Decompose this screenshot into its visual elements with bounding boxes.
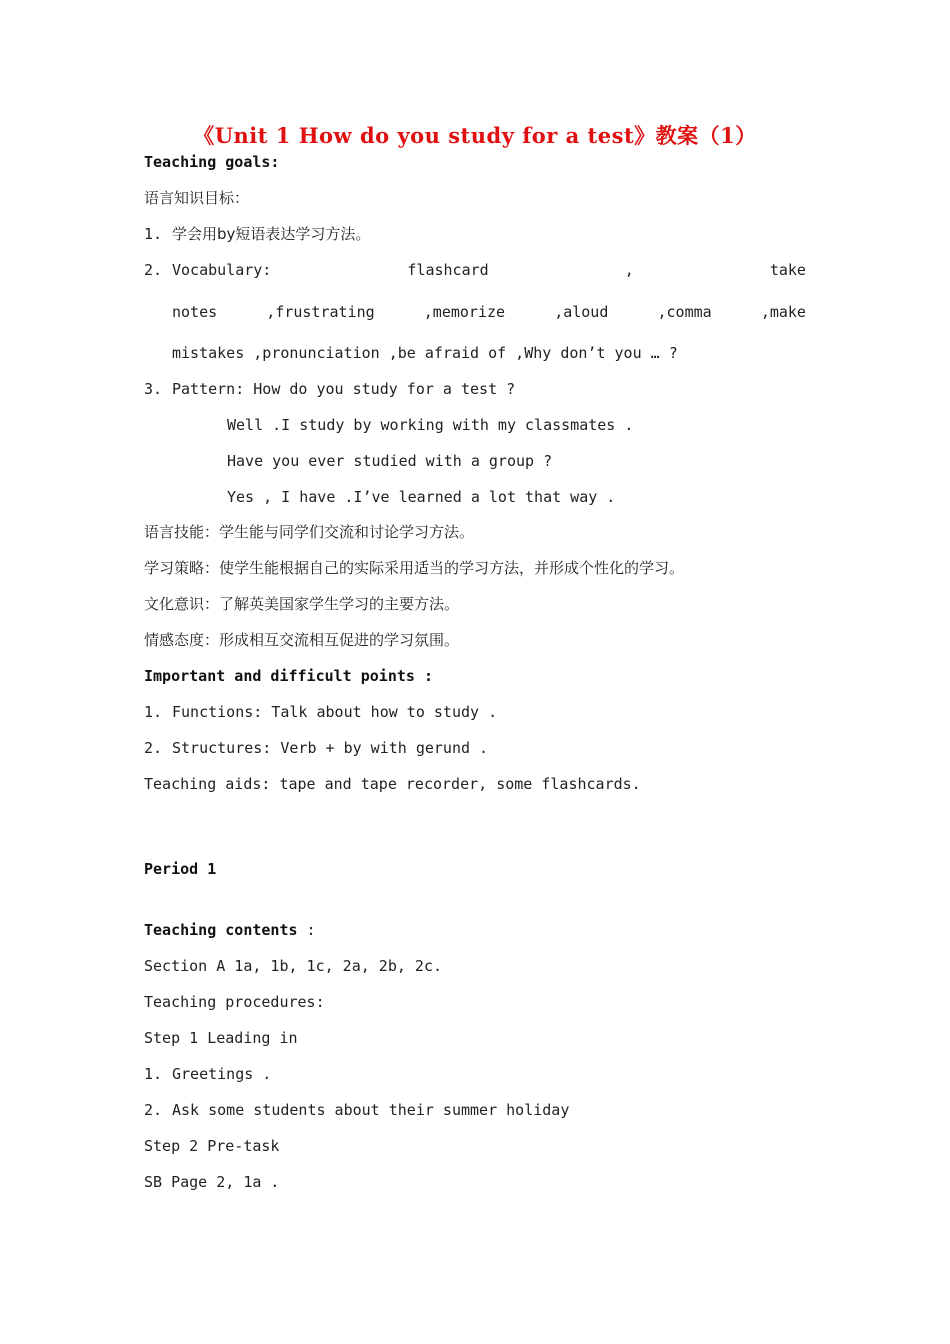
vocab-word: ,aloud <box>554 303 609 321</box>
step-1-item-1-text: Greetings . <box>172 1065 272 1083</box>
language-knowledge-heading: 语言知识目标： <box>144 189 250 207</box>
goal-1-number: 1. <box>144 225 163 243</box>
vocabulary-row-3: mistakes ,pronunciation ,be afraid of ,Why don’t you … ? <box>172 344 678 362</box>
step-1-heading: Step 1 Leading in <box>144 1029 298 1047</box>
vocab-word: , <box>624 261 634 279</box>
language-skills: 语言技能：学生能与同学们交流和讨论学习方法。 <box>144 523 475 541</box>
step-1-item-1 <box>144 1064 271 1084</box>
period-heading: Period 1 <box>144 860 217 878</box>
pattern-line: Yes , I have .I’ve learned a lot that way . <box>227 488 616 506</box>
goal-1 <box>144 224 370 244</box>
point-1-text: Functions: Talk about how to study . <box>172 703 498 721</box>
vocabulary-row-1 <box>172 260 806 280</box>
sb-page-line: SB Page 2, 1a . <box>144 1173 280 1191</box>
section-line: Section A 1a, 1b, 1c, 2a, 2b, 2c. <box>144 957 443 975</box>
step-1-item-2-number: 2. <box>144 1101 163 1119</box>
goal-3-text: Pattern: How do you study for a test ? <box>172 380 516 398</box>
step-1-item-2-text: Ask some students about their summer holiday <box>172 1101 570 1119</box>
procedures-heading: Teaching procedures: <box>144 993 325 1011</box>
goal-1-text: 学会用by短语表达学习方法。 <box>172 225 371 243</box>
teaching-contents-colon: : <box>297 921 316 939</box>
teaching-goals-heading: Teaching goals: <box>144 153 280 171</box>
vocab-word: notes <box>172 303 218 321</box>
emotional-attitude: 情感态度：形成相互交流相互促进的学习氛围。 <box>144 631 460 649</box>
goal-3 <box>144 379 515 399</box>
vocab-word: ,frustrating <box>266 303 375 321</box>
vocab-word: ,memorize <box>423 303 506 321</box>
pattern-line: Well .I study by working with my classmates . <box>227 416 634 434</box>
step-1-item-2 <box>144 1100 569 1120</box>
vocab-word: take <box>769 261 806 279</box>
important-points-heading: Important and difficult points : <box>144 667 433 685</box>
vocab-word: flashcard <box>407 261 489 279</box>
cultural-awareness: 文化意识：了解英美国家学生学习的主要方法。 <box>144 595 460 613</box>
teaching-aids: Teaching aids: tape and tape recorder, some flashcards. <box>144 775 641 793</box>
vocab-word: ,make <box>760 303 806 321</box>
point-1-number: 1. <box>144 703 163 721</box>
teaching-contents-line <box>144 920 316 940</box>
vocabulary-row-2 <box>172 302 806 322</box>
point-2-text: Structures: Verb + by with gerund . <box>172 739 489 757</box>
point-2 <box>144 738 488 758</box>
teaching-contents-heading: Teaching contents <box>144 921 298 939</box>
learning-strategy: 学习策略：使学生能根据自己的实际采用适当的学习方法，并形成个性化的学习。 <box>144 559 685 577</box>
goal-2-number: 2. <box>144 261 163 279</box>
pattern-line: Have you ever studied with a group ? <box>227 452 553 470</box>
step-1-item-1-number: 1. <box>144 1065 163 1083</box>
vocab-word: ,comma <box>657 303 712 321</box>
step-2-heading: Step 2 Pre-task <box>144 1137 280 1155</box>
point-1 <box>144 702 497 722</box>
vocab-word: Vocabulary: <box>172 261 272 279</box>
point-2-number: 2. <box>144 739 163 757</box>
document-title: 《Unit 1 How do you study for a test》教案（1） <box>193 123 757 148</box>
goal-3-number: 3. <box>144 380 163 398</box>
